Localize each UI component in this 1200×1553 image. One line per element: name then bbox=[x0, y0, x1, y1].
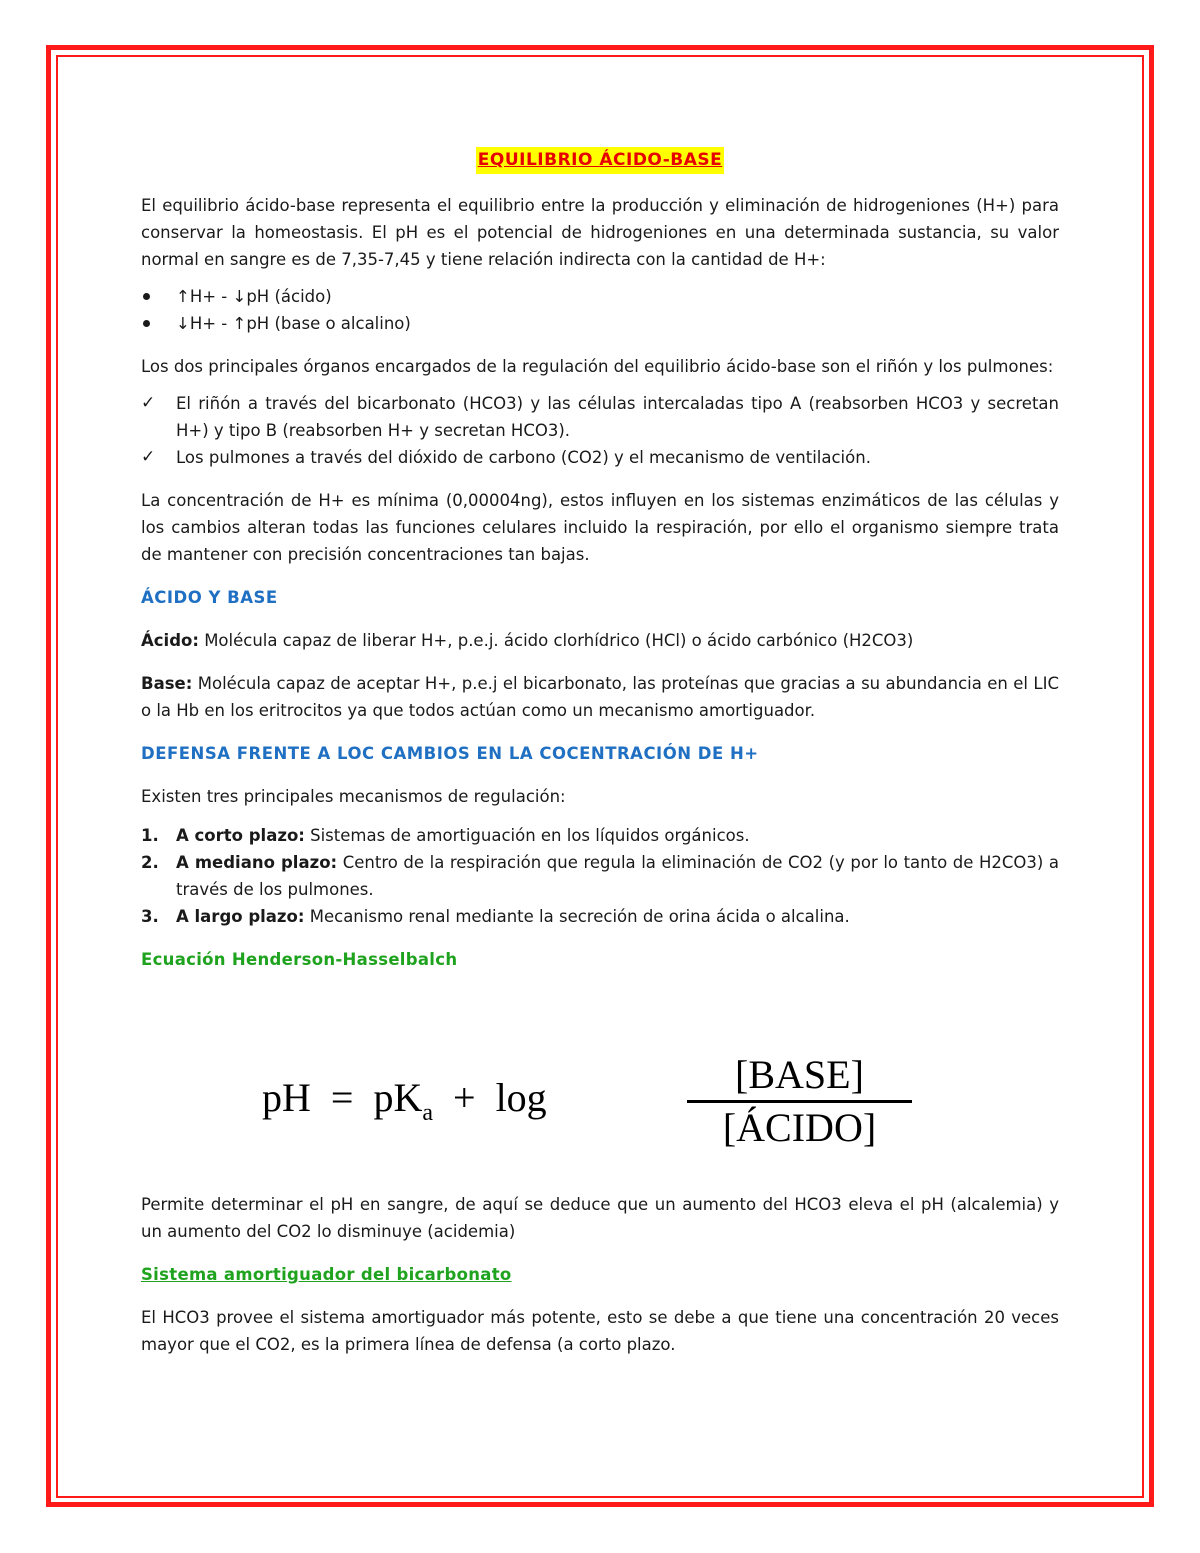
formula-fraction bbox=[687, 1052, 912, 1151]
acid-base-heading: ÁCIDO Y BASE bbox=[141, 588, 278, 607]
bullet-icon bbox=[143, 320, 150, 327]
defense-heading: DEFENSA FRENTE A LOC CAMBIOS EN LA COCENTRACIÓN DE H+ bbox=[141, 744, 759, 763]
organs-check-list bbox=[141, 390, 1059, 471]
list-item: 2. A mediano plazo: Centro de la respiración que regula la eliminación de CO2 (y por lo tanto de H2CO3) a través de los pulmones. bbox=[141, 853, 1059, 899]
formula-denominator: [ÁCIDO] bbox=[722, 1105, 877, 1150]
base-definition: Base: Molécula capaz de aceptar H+, p.e.j el bicarbonato, las proteínas que gracias a su abundancia en el LIC o la Hb en los eritrocitos ya que todos actúan como un mecanismo amortiguador. bbox=[141, 674, 1059, 720]
henderson-hasselbalch-formula: pH = $pK_a + \log$ [BASE] [ÁCIDO] bbox=[262, 1052, 922, 1152]
buffer-paragraph: El HCO3 provee el sistema amortiguador más potente, esto se debe a que tiene una concentración 20 veces mayor que el CO2, es la primera línea de defensa (a corto plazo. bbox=[141, 1308, 1059, 1354]
bullet-icon bbox=[143, 293, 150, 300]
mechanism-list bbox=[141, 822, 1059, 930]
equation-heading: Ecuación Henderson-Hasselbalch bbox=[141, 950, 458, 969]
list-item: ↓H+ - ↑pH (base o alcalino) bbox=[141, 310, 1059, 337]
concentration-paragraph: La concentración de H+ es mínima (0,00004ng), estos influyen en los sistemas enzimáticos de las células y los cambios alteran todas las funciones celulares incluido la respiración, por ello el organismo siempre trata de mantener con precisión concentraciones tan bajas. bbox=[141, 491, 1059, 564]
list-item: ✓ Los pulmones a través del dióxido de carbono (CO2) y el mecanismo de ventilación. bbox=[141, 444, 1059, 471]
list-item: 3. A largo plazo: Mecanismo renal mediante la secreción de orina ácida o alcalina. bbox=[141, 907, 850, 926]
list-item: ✓ El riñón a través del bicarbonato (HCO3) y las células intercaladas tipo A (reabsorben HCO3 y secretan H+) y tipo B (reabsorben H+ y secretan HCO3). bbox=[141, 390, 1059, 444]
checkmark-icon: ✓ bbox=[141, 393, 156, 413]
defense-intro: Existen tres principales mecanismos de regulación: bbox=[141, 787, 566, 806]
fraction-bar bbox=[687, 1100, 912, 1103]
checkmark-icon: ✓ bbox=[141, 447, 156, 467]
intro-paragraph: El equilibrio ácido-base representa el equilibrio entre la producción y eliminación de hidrogeniones (H+) para conservar la homeostasis. El pH es el potencial de hidrogeniones en una determinada sustancia, su valor normal en sangre es de 7,35-7,45 y tiene relación indirecta con la cantidad de H+: bbox=[141, 196, 1059, 269]
organs-paragraph: Los dos principales órganos encargados de la regulación del equilibrio ácido-base son el riñón y los pulmones: bbox=[141, 357, 1054, 376]
list-item: 1. A corto plazo: Sistemas de amortiguación en los líquidos orgánicos. bbox=[141, 826, 750, 845]
document-body bbox=[141, 147, 1059, 973]
ph-bullet-list bbox=[141, 283, 1059, 337]
document-title: EQUILIBRIO ÁCIDO-BASE bbox=[476, 147, 724, 174]
buffer-heading: Sistema amortiguador del bicarbonato bbox=[141, 1265, 512, 1284]
acid-definition: Ácido: Molécula capaz de liberar H+, p.e.j. ácido clorhídrico (HCl) o ácido carbónico (H2CO3) bbox=[141, 631, 914, 650]
formula-numerator: [BASE] bbox=[735, 1052, 864, 1097]
document-body-lower bbox=[141, 1191, 1059, 1358]
equation-paragraph: Permite determinar el pH en sangre, de aquí se deduce que un aumento del HCO3 eleva el pH (alcalemia) y un aumento del CO2 lo disminuye (acidemia) bbox=[141, 1195, 1059, 1241]
list-item: ↑H+ - ↓pH (ácido) bbox=[141, 283, 1059, 310]
